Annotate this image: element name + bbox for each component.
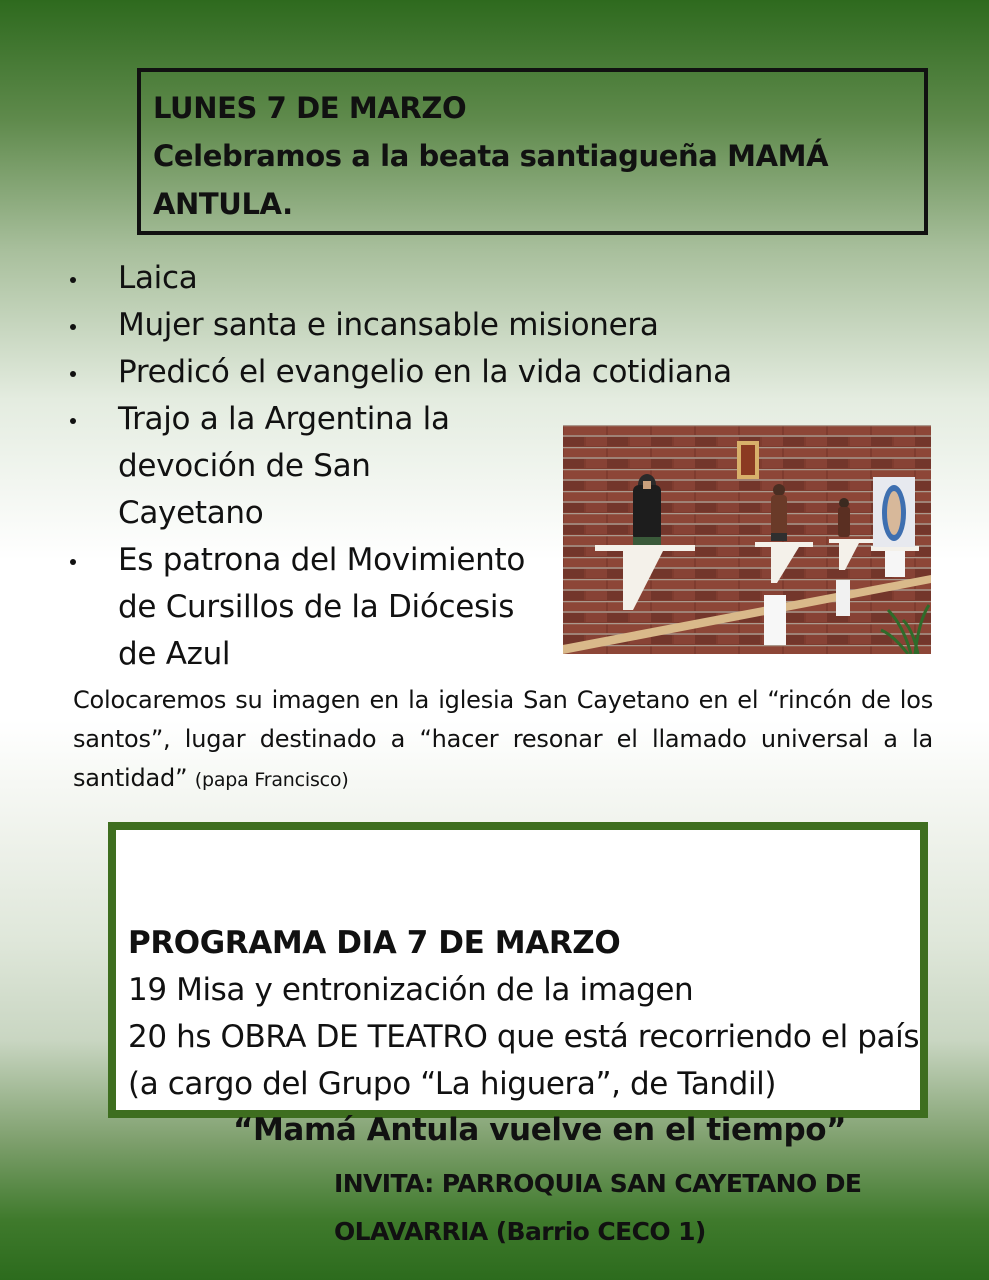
invitation-text: INVITA: PARROQUIA SAN CAYETANO DE OLAVARRIA (Barrio CECO 1) [334,1169,862,1246]
program-title: PROGRAMA DIA 7 DE MARZO [128,925,621,961]
list-item: Trajo a la Argentina la devoción de San Cayetano [70,396,732,537]
bullet-icon [70,371,76,377]
list-item: Es patrona del Movimiento de Cursillos de la Diócesis de Azul [70,537,732,678]
paragraph-text: Colocaremos su imagen en la iglesia San Cayetano en el “rincón de los santos”, lugar destinado a “hacer resonar el llamado universal a la santidad” [73,686,933,792]
bullet-icon [70,277,76,283]
saints-corner-photo [563,425,931,654]
program-item-mass: 19 Misa y entronización de la imagen [128,972,694,1008]
header-date: LUNES 7 DE MARZO [153,91,467,125]
paragraph-citation: (papa Francisco) [194,769,349,791]
header-celebration: Celebramos a la beata santiagueña MAMÁ ANTULA. [153,139,829,221]
program-item-play: 20 hs OBRA DE TEATRO que está recorriendo el país (a cargo del Grupo “La higuera”, de Tandil) [128,1019,920,1102]
bullet-icon [70,559,76,565]
play-title: “Mamá Antula vuelve en el tiempo” [233,1112,847,1148]
program-section [128,920,928,1108]
list-item: Laica [70,255,732,302]
header-box [137,68,928,235]
bullet-icon [70,418,76,424]
description-paragraph [73,681,933,800]
list-item: Mujer santa e incansable misionera [70,302,732,349]
list-item: Predicó el evangelio en la vida cotidiana [70,349,732,396]
bullet-icon [70,324,76,330]
